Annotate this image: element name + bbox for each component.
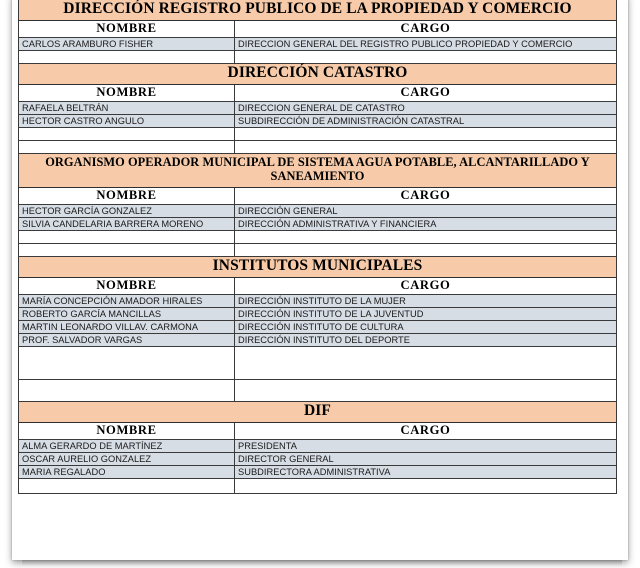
table-row [19,307,617,320]
cell-cargo: DIRECCIÓN INSTITUTO DE LA MUJER [235,294,617,307]
table-row [19,114,617,127]
spacer-cell-nombre [19,346,235,379]
cell-nombre: MARTIN LEONARDO VILLAV. CARMONA [19,320,235,333]
column-header-nombre: NOMBRE [19,187,235,204]
cell-cargo: DIRECCIÓN GENERAL [235,204,617,217]
spacer-cell-nombre [19,230,235,243]
table-row [19,465,617,478]
cell-cargo: DIRECCIÓN ADMINISTRATIVA Y FINANCIERA [235,217,617,230]
spacer-cell-cargo [235,379,617,401]
section-header-institutos-municipales [19,256,617,277]
table-row [19,294,617,307]
cell-nombre: SILVIA CANDELARIA BARRERA MORENO [19,217,235,230]
column-header-row-catastro [19,84,617,101]
cell-cargo: SUBDIRECCIÓN DE ADMINISTRACIÓN CATASTRAL [235,114,617,127]
spacer-cell-cargo [235,50,617,63]
spacer-row [19,346,617,379]
cell-cargo: DIRECTOR GENERAL [235,452,617,465]
column-header-cargo: CARGO [235,277,617,294]
table-row [19,37,617,50]
column-header-cargo: CARGO [235,84,617,101]
spacer-cell-cargo [235,478,617,493]
spacer-cell-nombre [19,243,235,256]
table-row [19,439,617,452]
section-header-dif [19,401,617,422]
spacer-row [19,50,617,63]
section-title-text: ORGANISMO OPERADOR MUNICIPAL DE SISTEMA AGUA POTABLE, ALCANTARILLADO Y SANEAMIENTO [19,153,617,187]
table-row [19,101,617,114]
cell-nombre: HECTOR CASTRO ANGULO [19,114,235,127]
column-header-nombre: NOMBRE [19,422,235,439]
column-header-nombre: NOMBRE [19,84,235,101]
cell-nombre: ALMA GERARDO DE MARTÍNEZ [19,439,235,452]
spacer-cell-nombre [19,127,235,140]
section-header-registro-publico [19,0,617,20]
column-header-row-organismo-operador [19,187,617,204]
spacer-cell-cargo [235,346,617,379]
spacer-cell-cargo [235,243,617,256]
cell-nombre: RAFAELA BELTRÁN [19,101,235,114]
spacer-row [19,379,617,401]
table-row [19,333,617,346]
spacer-row [19,127,617,140]
table-row [19,320,617,333]
spacer-cell-cargo [235,230,617,243]
column-header-cargo: CARGO [235,20,617,37]
section-title-text: DIF [19,401,617,422]
spacer-cell-cargo [235,127,617,140]
cell-cargo: DIRECCION GENERAL DE CATASTRO [235,101,617,114]
cell-nombre: MARÍA CONCEPCIÓN AMADOR HIRALES [19,294,235,307]
section-title-text: INSTITUTOS MUNICIPALES [19,256,617,277]
directory-table-body [19,0,617,493]
spacer-cell-nombre [19,379,235,401]
column-header-cargo: CARGO [235,187,617,204]
paper-drop-shadow [22,560,622,566]
cell-cargo: SUBDIRECTORA ADMINISTRATIVA [235,465,617,478]
cell-cargo: DIRECCIÓN INSTITUTO DE LA JUVENTUD [235,307,617,320]
cell-cargo: PRESIDENTA [235,439,617,452]
cell-cargo: DIRECCIÓN INSTITUTO DEL DEPORTE [235,333,617,346]
table-row [19,452,617,465]
cell-nombre: MARIA REGALADO [19,465,235,478]
cell-nombre: ROBERTO GARCÍA MANCILLAS [19,307,235,320]
cell-nombre: PROF. SALVADOR VARGAS [19,333,235,346]
column-header-row-registro-publico [19,20,617,37]
column-header-row-dif [19,422,617,439]
spacer-row [19,243,617,256]
spacer-cell-nombre [19,140,235,153]
spacer-cell-cargo [235,140,617,153]
section-title-text: DIRECCIÓN REGISTRO PUBLICO DE LA PROPIEDAD Y COMERCIO [19,0,617,20]
cell-cargo: DIRECCIÓN INSTITUTO DE CULTURA [235,320,617,333]
section-title-text: DIRECCIÓN CATASTRO [19,63,617,84]
cell-nombre: HECTOR GARCÍA GONZALEZ [19,204,235,217]
section-header-catastro [19,63,617,84]
spacer-cell-nombre [19,478,235,493]
column-header-row-institutos-municipales [19,277,617,294]
section-header-organismo-operador [19,153,617,187]
cell-nombre: OSCAR AURELIO GONZALEZ [19,452,235,465]
table-row [19,204,617,217]
column-header-cargo: CARGO [235,422,617,439]
table-row [19,217,617,230]
spacer-row-bottom [19,478,617,493]
column-header-nombre: NOMBRE [19,277,235,294]
cell-nombre: CARLOS ARAMBURO FISHER [19,37,235,50]
cell-cargo: DIRECCION GENERAL DEL REGISTRO PUBLICO PROPIEDAD Y COMERCIO [235,37,617,50]
spacer-cell-nombre [19,50,235,63]
directory-table [18,0,617,494]
document-paper [12,0,628,560]
column-header-nombre: NOMBRE [19,20,235,37]
spacer-row [19,230,617,243]
spacer-row [19,140,617,153]
